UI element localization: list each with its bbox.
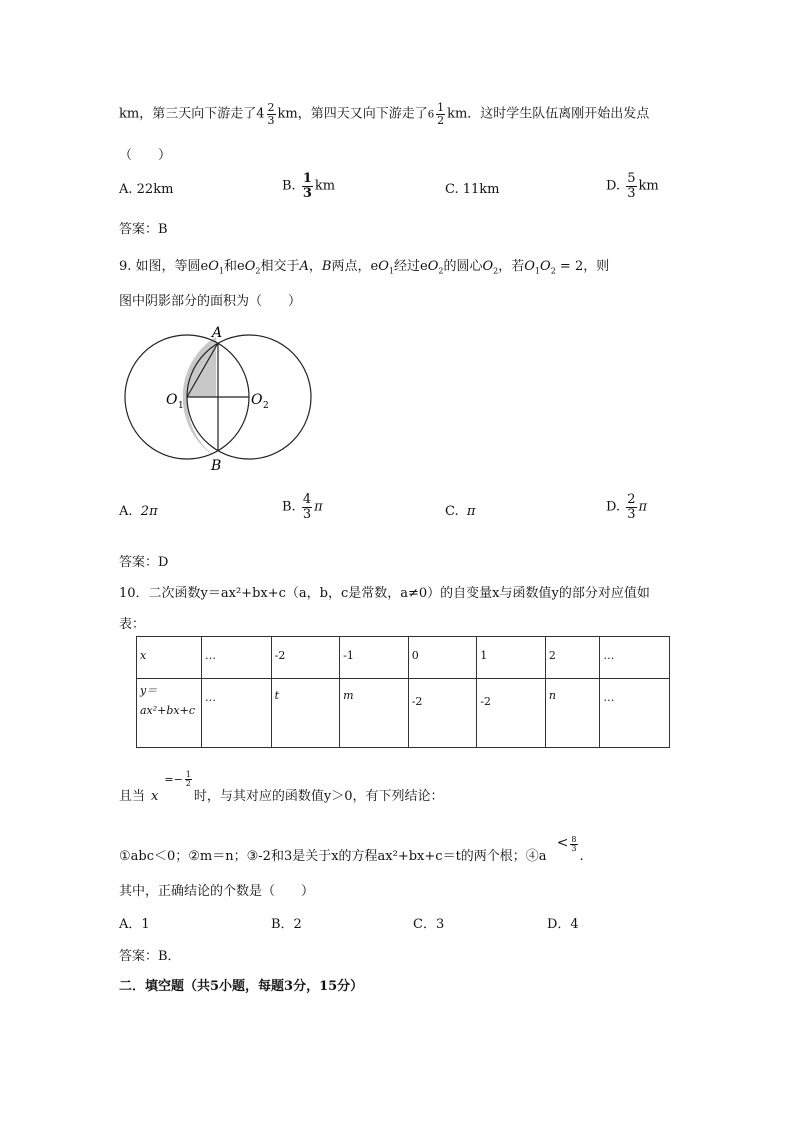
q9-option-b-frac — [302, 493, 312, 521]
q9-comma: ， — [308, 259, 322, 274]
label-o2-sub: 2 — [263, 401, 269, 411]
q9-option-d-frac — [626, 493, 636, 521]
q9-option-b — [282, 493, 323, 521]
q8-text-c: km．这时学生队伍离刚开始出发点 — [447, 106, 650, 122]
q8-option-b-den: 3 — [302, 185, 312, 201]
table-cell: … — [600, 637, 670, 679]
circle-symbol: e — [370, 259, 379, 274]
q10-option-b: B．2 — [271, 917, 302, 932]
q9-o2-sub: 2 — [493, 266, 499, 276]
section-2-heading: 二．填空题（共5小题，每题3分，15分） — [119, 979, 364, 994]
label-o1: O — [166, 392, 178, 408]
q8-frac1-den: 3 — [267, 113, 275, 127]
q9-o2-sub: 2 — [438, 266, 444, 276]
q9-line1 — [119, 255, 609, 276]
table-cell: … — [202, 678, 272, 747]
q9-o1o2-sub2: 2 — [550, 266, 556, 276]
q9-text-f: ，若 — [498, 259, 525, 274]
q10-option-c: C．3 — [413, 917, 445, 932]
q10-cond-a: 且当 — [119, 789, 146, 804]
q9-text-e: 的圆心 — [443, 259, 483, 274]
q10-c4-end: . — [579, 849, 584, 864]
q8-option-d-unit: km — [638, 178, 659, 194]
q8-paren: （ ） — [119, 148, 172, 163]
q9-point-a: A — [299, 259, 309, 274]
q8-option-b — [282, 172, 335, 200]
q10-c4-lt: < — [556, 835, 569, 851]
q9-o2: O — [244, 259, 256, 274]
q9-text-c: 两点， — [331, 259, 371, 274]
q10-c4-den: 3 — [571, 844, 577, 853]
table-cell: 2 — [545, 637, 600, 679]
q9-o1: O — [378, 259, 389, 274]
q9-option-d-num: 2 — [627, 492, 636, 507]
q9-o1o2-b: O — [540, 259, 551, 274]
q9-option-b-den: 3 — [302, 506, 312, 522]
table-cell: -2 — [477, 678, 546, 747]
q10-line1: 10．二次函数y＝ax²+bx+c（a，b，c是常数，a≠0）的自变量x与函数值y的部分对应值如 — [119, 586, 650, 601]
q8-frac1 — [267, 102, 276, 126]
q8-option-d-num: 5 — [627, 171, 636, 186]
q8-frac1-num: 2 — [267, 101, 275, 114]
q8-option-d-frac — [626, 172, 636, 200]
table-cell — [545, 678, 600, 747]
q8-option-d-label: D. — [606, 178, 621, 194]
q9-o1-sub: 1 — [388, 266, 394, 276]
q9-option-b-label: B. — [282, 499, 296, 515]
q9-option-a-val: 2π — [140, 504, 158, 519]
q8-frac2 — [436, 102, 445, 126]
label-o2: O — [251, 392, 263, 408]
q9-option-c-label: C. — [445, 504, 459, 519]
q9-option-b-pi: π — [314, 499, 323, 515]
q9-text-b: 相交于 — [260, 259, 300, 274]
label-o1-sub: 1 — [178, 401, 184, 411]
q10-cond-x: x — [151, 789, 159, 804]
q9-o1: O — [208, 259, 219, 274]
table-cell: … — [600, 678, 670, 747]
q9-o1o2-a: O — [524, 259, 535, 274]
table-cell: -2 — [408, 678, 477, 747]
table-row — [137, 678, 670, 747]
q10-cond-frac — [185, 771, 192, 789]
q9-option-d-pi: π — [638, 499, 648, 515]
q9-o1-sub: 1 — [218, 266, 225, 276]
q9-text-a: 9. 如图，等圆 — [119, 259, 201, 274]
q10-option-a: A．1 — [119, 917, 150, 932]
q8-text-a: km，第三天向下游走了 — [119, 106, 257, 122]
q8-option-b-num: 1 — [302, 171, 312, 186]
q10-conclusions — [119, 834, 584, 865]
q9-figure — [115, 320, 315, 480]
q8-option-d — [606, 172, 659, 200]
table-cell: -1 — [340, 637, 409, 679]
q8-frac2-num: 1 — [437, 101, 445, 114]
q10-cond-num: 1 — [185, 769, 191, 779]
circle-symbol: e — [200, 259, 209, 274]
q9-option-b-num: 4 — [302, 492, 312, 507]
q8-option-c: C. 11km — [445, 182, 500, 197]
q9-o2-sub: 2 — [255, 266, 261, 276]
cell-y-head-b: ax²+bx+c — [140, 704, 196, 718]
q9-option-a — [119, 504, 158, 519]
table-cell — [137, 678, 202, 747]
table-cell: … — [202, 637, 272, 679]
q10-cond-b: 时，与其对应的函数值y＞0，有下列结论： — [193, 789, 444, 804]
table-row — [137, 637, 670, 679]
q10-cond-den: 2 — [185, 779, 191, 788]
cell-t: t — [274, 688, 280, 702]
cell-m: m — [343, 688, 354, 702]
cell-y-head-a: y＝ — [140, 683, 158, 697]
q9-line2: 图中阴影部分的面积为（ ） — [119, 294, 302, 309]
circle-symbol: e — [419, 259, 428, 274]
q8-option-b-frac — [302, 172, 313, 200]
q10-option-d: D．4 — [547, 917, 579, 932]
q9-option-d-label: D. — [606, 499, 621, 515]
table-cell: -2 — [271, 637, 340, 679]
q10-answer: 答案：B． — [119, 949, 181, 964]
q8-option-b-label: B. — [282, 178, 296, 194]
q9-o1o2-sub1: 1 — [534, 266, 541, 276]
q9-and: 和 — [224, 259, 238, 274]
table-cell — [271, 678, 340, 747]
table-cell: 1 — [477, 637, 546, 679]
q9-option-c-val: π — [466, 504, 476, 519]
q10-c4-num: 8 — [571, 834, 577, 844]
q9-eq: = 2 — [559, 259, 584, 274]
q8-frac2-den: 2 — [437, 113, 445, 127]
q9-option-c — [445, 504, 475, 519]
q8-whole2: 6 — [427, 109, 435, 121]
q8-text-b: km，第四天又向下游走了 — [277, 106, 428, 122]
q9-o2: O — [427, 259, 439, 274]
q10-cond-eq: =− — [164, 773, 183, 786]
q9-option-a-label: A. — [119, 504, 133, 519]
circle-symbol: e — [237, 259, 245, 274]
q10-c4-frac — [570, 836, 577, 854]
value-table — [136, 636, 670, 748]
q9-option-d-den: 3 — [627, 506, 636, 522]
cell-x-head: x — [140, 649, 147, 662]
q9-option-d — [606, 493, 647, 521]
q9-answer: 答案：D — [119, 555, 169, 570]
label-a: A — [212, 325, 223, 341]
table-cell — [137, 637, 202, 679]
table-cell — [340, 678, 409, 747]
q10-line2: 表： — [119, 617, 146, 632]
q8-option-b-unit: km — [314, 178, 336, 194]
q8-option-d-den: 3 — [627, 185, 636, 201]
q8-answer: 答案：B — [119, 222, 168, 237]
q9-text-d: 经过 — [393, 259, 420, 274]
q9-point-b: B — [321, 259, 332, 274]
q10-conclusions-text: ①abc＜0；②m＝n；③-2和3是关于x的方程ax²+bx+c＝t的两个根；④a — [119, 849, 547, 864]
q9-o2: O — [482, 259, 494, 274]
cell-n: n — [548, 688, 556, 702]
q8-whole1: 4 — [256, 106, 265, 122]
q10-question: 其中，正确结论的个数是（ ） — [119, 884, 315, 899]
q9-text-g: ，则 — [583, 259, 610, 274]
table-cell: 0 — [408, 637, 477, 679]
q8-line1 — [119, 102, 649, 126]
q10-condition — [119, 768, 444, 804]
q8-option-a: A. 22km — [119, 182, 174, 197]
label-b: B — [211, 458, 222, 474]
